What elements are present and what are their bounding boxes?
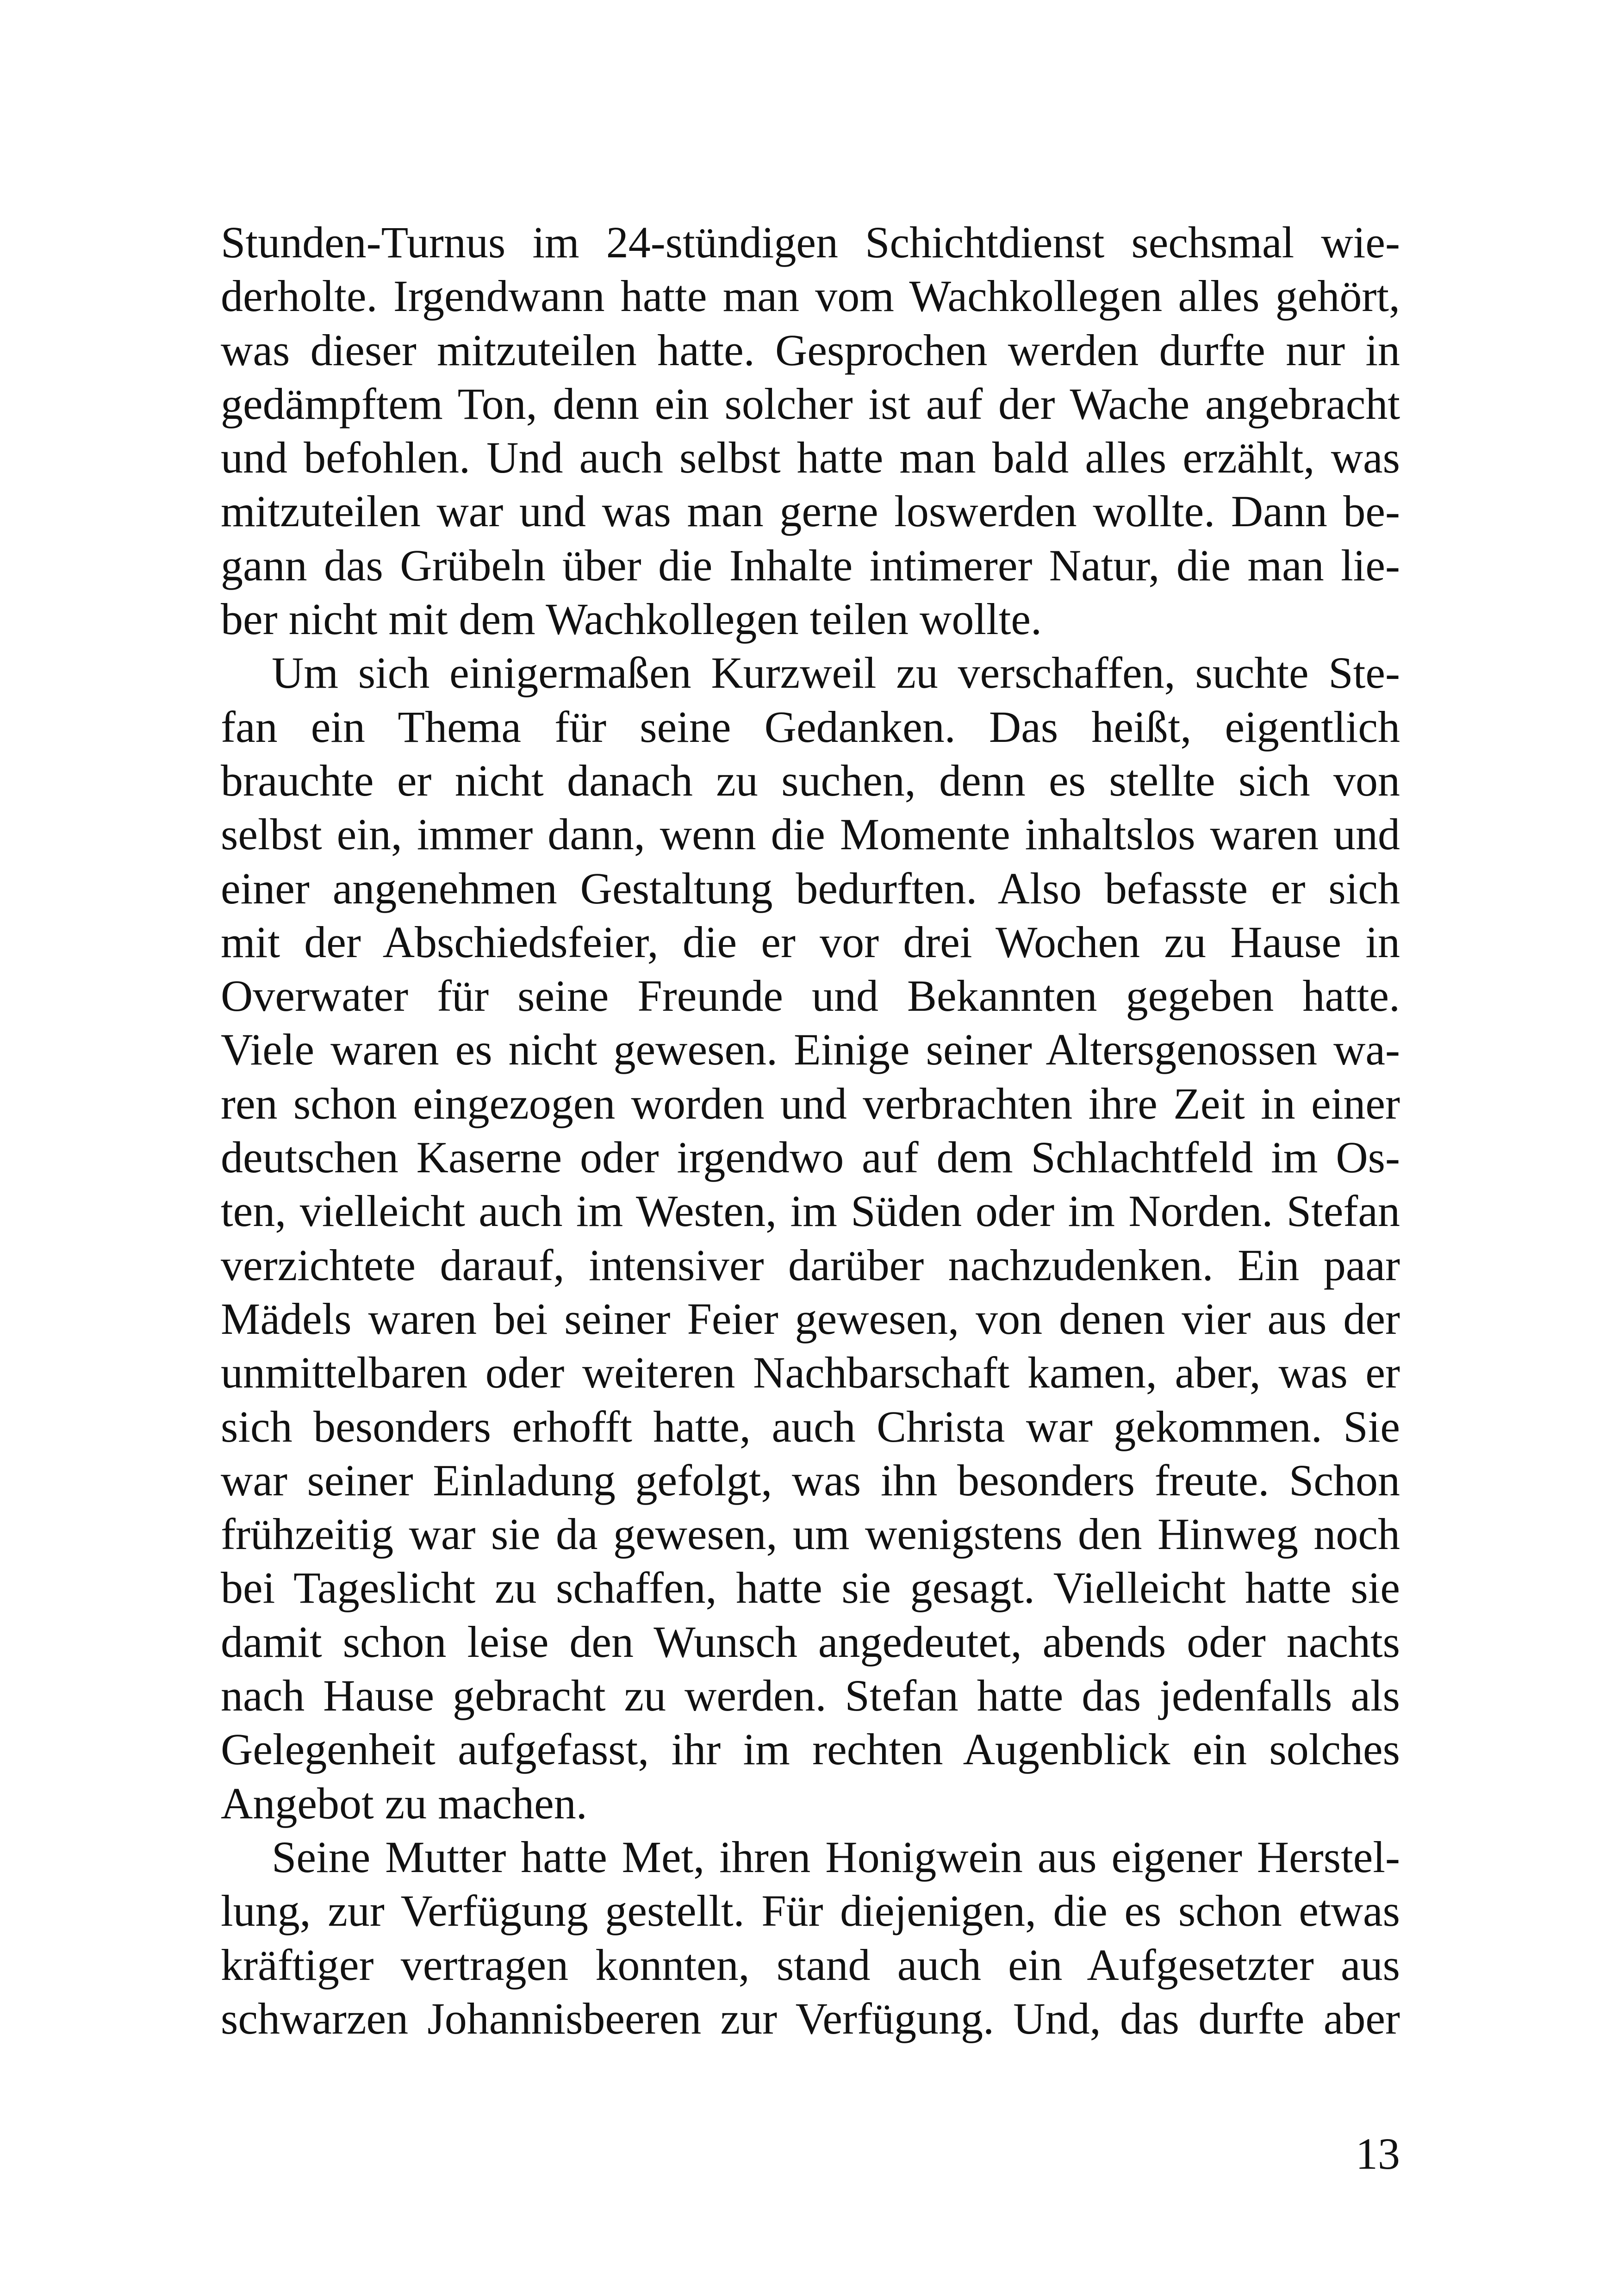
text-line: lung, zur Verfügung gestellt. Für diejenigen, die es schon etwas	[221, 1886, 1400, 1936]
text-line: gann das Grübeln über die Inhalte intimerer Natur, die man lie-	[221, 540, 1400, 590]
text-line: Viele waren es nicht gewesen. Einige seiner Altersgenossen wa-	[221, 1025, 1400, 1075]
text-line: und befohlen. Und auch selbst hatte man bald alles erzählt, was	[221, 433, 1400, 483]
text-line: einer angenehmen Gestaltung bedurften. Also befasste er sich	[221, 863, 1400, 913]
text-line: Um sich einigermaßen Kurzweil zu verschaffen, suchte Ste-	[272, 648, 1400, 698]
text-line: gedämpftem Ton, denn ein solcher ist auf der Wache angebracht	[221, 379, 1400, 429]
text-line: deutschen Kaserne oder irgendwo auf dem Schlachtfeld im Os-	[221, 1132, 1400, 1182]
text-line: frühzeitig war sie da gewesen, um wenigstens den Hinweg noch	[221, 1509, 1400, 1559]
text-line: kräftiger vertragen konnten, stand auch ein Aufgesetzter aus	[221, 1940, 1400, 1990]
text-line: Seine Mutter hatte Met, ihren Honigwein aus eigener Herstel-	[272, 1832, 1400, 1882]
paragraph	[221, 1830, 1400, 2046]
text-line: Angebot zu machen.	[221, 1778, 587, 1828]
text-line: Gelegenheit aufgefasst, ihr im rechten Augenblick ein solches	[221, 1724, 1400, 1774]
text-line: verzichtete darauf, intensiver darüber nachzudenken. Ein paar	[221, 1240, 1400, 1290]
text-line: brauchte er nicht danach zu suchen, denn es stellte sich von	[221, 755, 1400, 805]
text-line: fan ein Thema für seine Gedanken. Das heißt, eigentlich	[221, 702, 1400, 752]
text-line: war seiner Einladung gefolgt, was ihn besonders freute. Schon	[221, 1455, 1400, 1505]
body-text	[221, 216, 1400, 2046]
paragraph	[221, 646, 1400, 1830]
text-line: schwarzen Johannisbeeren zur Verfügung. Und, das durfte aber	[221, 1993, 1400, 2043]
text-line: nach Hause gebracht zu werden. Stefan hatte das jedenfalls als	[221, 1671, 1400, 1721]
text-line: sich besonders erhofft hatte, auch Christa war gekommen. Sie	[221, 1401, 1400, 1451]
text-line: Mädels waren bei seiner Feier gewesen, von denen vier aus der	[221, 1294, 1400, 1344]
page-number: 13	[1356, 2129, 1400, 2178]
text-line: mitzuteilen war und was man gerne loswerden wollte. Dann be-	[221, 486, 1400, 536]
text-line: was dieser mitzuteilen hatte. Gesprochen werden durfte nur in	[221, 325, 1400, 375]
text-line: mit der Abschiedsfeier, die er vor drei Wochen zu Hause in	[221, 917, 1400, 967]
text-line: ren schon eingezogen worden und verbrachten ihre Zeit in einer	[221, 1078, 1400, 1128]
text-line: damit schon leise den Wunsch angedeutet, abends oder nachts	[221, 1617, 1400, 1667]
text-line: Overwater für seine Freunde und Bekannten gegeben hatte.	[221, 971, 1400, 1021]
text-line: derholte. Irgendwann hatte man vom Wachkollegen alles gehört,	[221, 271, 1400, 321]
paragraph	[221, 216, 1400, 646]
text-line: ten, vielleicht auch im Westen, im Süden oder im Norden. Stefan	[221, 1186, 1400, 1236]
text-line: unmittelbaren oder weiteren Nachbarschaft kamen, aber, was er	[221, 1348, 1400, 1398]
text-line: ber nicht mit dem Wachkollegen teilen wollte.	[221, 594, 1042, 644]
text-line: bei Tageslicht zu schaffen, hatte sie gesagt. Vielleicht hatte sie	[221, 1563, 1400, 1613]
text-line: Stunden-Turnus im 24-stündigen Schichtdienst sechsmal wie-	[221, 218, 1400, 267]
text-line: selbst ein, immer dann, wenn die Momente inhaltslos waren und	[221, 809, 1400, 859]
